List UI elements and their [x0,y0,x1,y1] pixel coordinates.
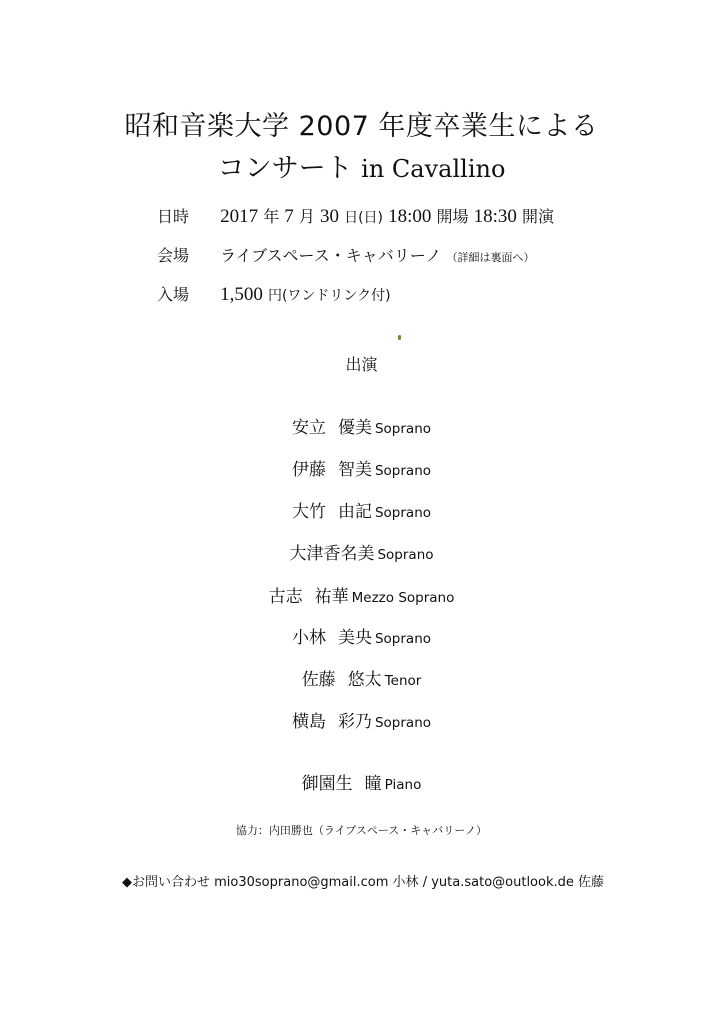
performer-given: 彩乃 [337,712,372,732]
date-month: 7 [284,206,294,227]
venue-name: ライブスペース・キャバリーノ [220,246,442,265]
performer-given: 由記 [337,502,372,522]
open-label: 開場 [436,207,469,226]
performer-given: 智美 [337,460,372,480]
start-time: 18:30 [473,206,517,227]
performer-given: 悠太 [347,670,382,690]
performer-part: Soprano [374,463,432,479]
performer-family: 小林 [291,628,326,648]
admission-row [157,282,391,306]
title-line-1: 昭和音楽大学 2007 年度卒業生による [124,111,599,142]
date-day: 30 [320,206,339,227]
date-month-unit: 月 [298,207,315,226]
performer-family: 佐藤 [301,670,336,690]
ink-mark [398,335,401,340]
pianist-given: 瞳 [364,774,382,794]
title-concert: コンサート [217,153,353,184]
contact-prefix: ◆お問い合わせ [122,875,210,890]
performer-part: Soprano [374,715,432,731]
start-label: 開演 [521,207,554,226]
performer-family: 安立 [291,418,326,438]
admission-note: (ワンドリンク付) [281,288,391,304]
cooperation-credit: 協力：内田勝也（ライブスペース・キャバリーノ） [235,824,488,837]
performer-row [0,707,723,732]
performer-row [0,665,723,690]
admission-label: 入場 [157,285,190,304]
contact-email-1[interactable]: mio30soprano@gmail.com [214,875,389,890]
performer-given: 祐華 [314,587,349,607]
performer-given: 美央 [337,628,372,648]
admission-price: 1,500 [220,284,263,305]
performer-row [0,413,723,438]
date-year: 2017 [220,206,259,227]
date-row [157,204,554,228]
pianist-part: Piano [384,777,422,793]
performer-row [0,539,723,564]
performer-family: 大津香名美 [289,544,375,564]
contact-separator: / [422,875,428,890]
date-day-unit: 日(日) [344,210,384,226]
contact-line [122,871,604,890]
performer-family: 大竹 [291,502,326,522]
performer-row [0,497,723,522]
performer-family: 古志 [268,587,303,607]
date-year-unit: 年 [263,207,280,226]
open-time: 18:00 [388,206,432,227]
performer-row [0,455,723,480]
performer-family: 横島 [291,712,326,732]
contact-email-2[interactable]: yuta.sato@outlook.de [431,875,574,890]
performer-part: Soprano [377,547,434,563]
title-venue-name: in Cavallino [361,155,506,183]
performers-heading: 出演 [345,355,378,374]
date-label: 日時 [157,207,190,226]
performer-row [0,582,723,607]
title-line-2 [0,146,723,185]
performer-row [0,623,723,648]
venue-note: （詳細は裏面へ） [446,251,535,264]
performer-given: 優美 [337,418,372,438]
venue-label: 会場 [157,246,190,265]
pianist-family: 御園生 [301,774,353,794]
admission-yen: 円 [267,288,282,304]
performer-part: Soprano [374,421,432,437]
venue-row [157,243,534,266]
contact-name-1: 小林 [392,875,419,890]
performer-part: Soprano [374,631,432,647]
performer-part: Tenor [384,673,422,689]
performer-part: Mezzo Soprano [351,590,455,606]
performer-family: 伊藤 [291,460,326,480]
performer-part: Soprano [374,505,432,521]
pianist-row [0,769,723,794]
contact-name-2: 佐藤 [578,875,605,890]
